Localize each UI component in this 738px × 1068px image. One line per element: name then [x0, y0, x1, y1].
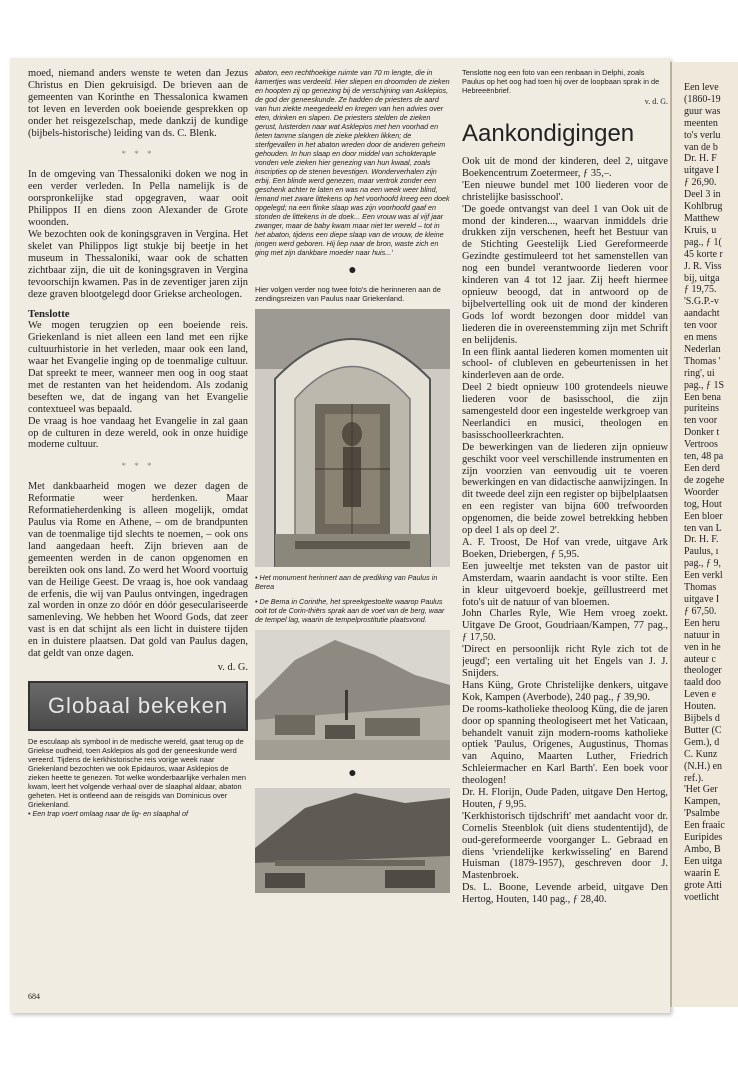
- column-3: [462, 68, 668, 1003]
- announcement-paragraph: 'De goede ontvangst van deel 1 van Ook uit de mond der kinderen..., waarvan inmiddels drie drukken zijn verschenen, heeft het Bestuur van de Stichting Geestelijk Lied Gereformeerde Gezindte gestimuleerd tot het samenstellen van nog een bundel verantwoorde liederen voor kinderen van 4 tot 12 jaar. Zij heeft hiermee opnieuw beoogd, dat in antwoord op de bijbelvertelling ook uit de mond der kinderen Gods lof wordt bezongen door middel van liederen die in overeenstemming zijn met Schrift en belijdenis.: [462, 203, 668, 346]
- right-page-line: Kampen,: [684, 796, 721, 808]
- subheading-tenslotte: Tenslotte: [28, 308, 70, 321]
- right-page-line: Dr. H. F.: [684, 534, 719, 546]
- announcement-paragraph: Hans Küng, Grote Christelijke denkers, uitgave Kok, Kampen (Averbode), 240 pag., ƒ 39,90.: [462, 679, 668, 703]
- magazine-page-right: [670, 62, 738, 1007]
- announcements-list: [462, 156, 668, 906]
- announcement-paragraph: Ds. L. Boone, Levende arbeid, uitgave Den Hertog, Houten, 140 pag., ƒ 28,40.: [462, 882, 668, 906]
- right-page-line: pag., ƒ 1(: [684, 236, 722, 248]
- paragraph: De vraag is hoe vandaag het Evangelie in zal gaan op de culturen in deze wereld, ook in onze huidige moderne cultuur.: [28, 415, 248, 451]
- column-2: [255, 68, 450, 1003]
- right-page-line: theologer: [684, 665, 722, 677]
- right-page-line: ƒ 19,75.: [684, 284, 717, 296]
- right-page-line: uitgave I: [684, 593, 720, 605]
- globaal-bekeken-banner: [28, 681, 248, 731]
- right-page-line: Deel 3 in: [684, 189, 721, 201]
- right-page-line: van de b: [684, 141, 718, 153]
- announcement-paragraph: Een juweeltje met teksten van de pastor uit Amsterdam, waarin aandacht is voor stilte. Een in kleur uitgevoerd boekje, geïllustreerd met foto's uit de natuur of van bloemen.: [462, 560, 668, 608]
- magazine-page-left: [10, 58, 670, 1013]
- section-divider: * * *: [121, 461, 155, 472]
- right-page-line: Woorder: [684, 486, 719, 498]
- author-signature: v. d. G.: [217, 661, 248, 673]
- announcement-paragraph: 'Een nieuwe bundel met 100 liederen voor de christelijke basisschool'.: [462, 179, 668, 203]
- right-page-line: 'S.G.P.-v: [684, 296, 719, 308]
- right-page-line: Een fraaic: [684, 820, 725, 832]
- right-page-line: grote Atti: [684, 879, 723, 891]
- right-page-line: Nederlan: [684, 343, 721, 355]
- right-page-line: Een derd: [684, 463, 720, 474]
- paragraph: We bezochten ook de koningsgraven in Vergina. Het skelet van Philippos ligt stukje bij beetje in het museum in Thessaloniki, waar ook de schatten zichtbaar zijn, die uit de koningsgraven in Vergina tevoorschijn kwamen. Pas in de zeventiger jaren zijn deze graven blootgelegd door Griekse archeologen.: [28, 228, 248, 300]
- right-page-line: Ambo, B: [684, 844, 721, 855]
- right-page-line: Een bloer: [684, 510, 723, 522]
- box-text: De esculaap als symbool in de medische wereld, gaat terug op de Griekse oudheid, toen Asklepios als god der geneeskunde werd vereerd. Tijdens de kerkhistorische reis vorige week naar Griekenland bezochten we ook Epidauros, waar Asklepios de zieken heette te genezen. Tot welke wonderbaarlijke verhalen men kwam, leert het volgende verhaal over de slaaphal aldaar, abaton geheten. Het is ontleend aan de reisgids van Dominicus over Griekenland.: [28, 736, 247, 809]
- bullet-separator: ●: [348, 263, 357, 278]
- right-page-line: ten, 48 pa: [684, 451, 724, 463]
- caption-berea: • Het monument herinnert aan de prediking van Paulus in Berea: [255, 573, 438, 591]
- right-page-line: Houten.: [684, 701, 716, 713]
- right-page-line: Kruis, u: [684, 224, 717, 236]
- right-page-line: taald doo: [684, 677, 721, 689]
- photo-delphi-stadium: [255, 788, 450, 893]
- author-signature: v. d. G.: [644, 97, 668, 106]
- delphi-caption: Tenslotte nog een foto van een renbaan in Delphi, zoals Paulus op het oog had toen hij over de loopbaan sprak in de Hebreeënbrief.: [462, 68, 660, 95]
- announcement-paragraph: Dr. H. Florijn, Oude Paden, uitgave Den Hertog, Houten, ƒ 9,95.: [462, 787, 668, 810]
- right-page-line: Kohlbrug: [684, 201, 723, 213]
- right-page-line: Een verkl: [684, 570, 723, 582]
- right-page-line: C. Kunz: [684, 748, 718, 760]
- right-page-line: Leven e: [684, 689, 716, 701]
- right-page-line: ring', ui: [684, 367, 715, 379]
- right-page-line: 45 korte r: [684, 248, 723, 260]
- right-page-line: tog, Hout: [684, 498, 722, 510]
- right-page-line: voetlicht: [684, 891, 719, 903]
- abaton-text: abaton, een rechthoekige ruimte van 70 m lengte, die in kamertjes was verdeeld. Hier sliepen en droomden de zieken en hoopten zij op genezing bij de verschijning van Asklepios, de god der geneeskunde. Ze hadden de priesters de aard van hun ziekte meegedeeld en kregen van hen advies over eten, drinken en slapen. De priesters stelden de zieken gerust, luisterden naar wat Asklepios met hen voorhad en lieten tamme slangen de zieke plekken likken; de sterfgevallen in het abaton wreden door de anderen geheim gehouden. In hun slaap en door middel van schokteraple vonden vele zieken hier genezing van hun kwaal, zoals inscripties op de stenen bevestigen. Wonderverhalen zijn erbij. Een blinde werd genezen, maar vertrok zonder een geschenk achter te laten en was na een week weer blind, lemand met zware littekens op het voorhoofd kreeg een doek opgelegd; na een flinke slaap was zijn voorhoofd gaaf en stonden de littekens in de doek... Een vrouw was al vijf jaar zwanger, maar de baby kwam maar niet ter wereld – tot in het abaton, tijdens een diepe slaap van de vrouw, de kleine jongen werd geboren. Hij liep naar de bron, waste zich en ging met zijn dankbare moeder naar huis...': [255, 68, 450, 257]
- right-page-line: to's verlu: [684, 129, 721, 141]
- right-page-line: de zogehe: [684, 474, 725, 486]
- announcement-paragraph: Deel 2 biedt opnieuw 100 grotendeels nieuwe liederen voor de basisschool, die zijn samengesteld door een ingestelde werkgroep van Neerlandici en musici, theologen en basisschoolleerkrachten.: [462, 382, 668, 441]
- right-page-line: auteur c: [684, 653, 716, 665]
- right-page-line: uitgave I: [684, 165, 720, 177]
- right-page-line: natuur in: [684, 629, 720, 641]
- right-page-line: aandacht: [684, 308, 720, 320]
- right-page-line: pag., ƒ 9,: [684, 558, 721, 570]
- right-page-line: Vertroos: [684, 439, 718, 451]
- bullet-separator: ●: [348, 766, 357, 781]
- photo-berea-monument: [255, 309, 450, 567]
- right-page-line: Een heru: [684, 617, 720, 629]
- right-page-line: Een leve: [684, 82, 719, 93]
- announcement-paragraph: 'Kerkhistorisch tijdschrift' met aandacht voor dr. Cornelis Steenblok (uit diens studententijd), de oud-gereformeerde voorganger L. Gebraad en diens 'vriendelijke kerkwisseling' en Barend Huisman (1879-1957), geschreven door J. Mastenbroek.: [462, 810, 668, 882]
- right-page-line: ten voor: [684, 320, 718, 332]
- right-page-line: Donker t: [684, 427, 720, 439]
- announcement-paragraph: A. F. Troost, De Hof van vrede, uitgave Ark Boeken, Driebergen, ƒ 5,95.: [462, 537, 668, 560]
- right-page-line: Paulus, ı: [684, 546, 719, 558]
- right-page-line: ten voor: [684, 415, 718, 427]
- right-page-line: ƒ 26,90.: [684, 177, 717, 189]
- page-number: 684: [28, 992, 40, 1001]
- announcement-paragraph: De rooms-katholieke theoloog Küng, die de jaren door op spanning theologiseert met het Vaticaan, behandelt vanuit zijn modern-rooms katholieke optiek 'Paulus, Origenes, Augustinus, Thomas van Aquino, Maarten Luther, Friedrich Schleiermacher en Karl Barth'. Een boek voor theologen!: [462, 703, 668, 787]
- right-page-line: 'Het Ger: [684, 784, 718, 796]
- paragraph: moed, niemand anders wenste te weten dan Jezus Christus en Dien gekruisigd. De brieven aan de gemeenten van Korinthe en Thessalonica kwamen tot leven en leverden ook boeiende gesprekken op onder het reisgezelschap, mede dankzij de kundige (bijbels-historische) leiding van ds. C. Blenk.: [28, 68, 248, 139]
- section-heading-aankondigingen: Aankondigingen: [462, 120, 635, 147]
- right-page-line: Bijbels d: [684, 713, 720, 725]
- right-page-line: guur was: [684, 105, 721, 117]
- right-page-line: J. R. Viss: [684, 260, 722, 272]
- right-page-line: Thomas ': [684, 355, 721, 367]
- box-caption: • Een trap voert omlaag naar de lig- en slaaphal of: [28, 808, 188, 818]
- right-page-line: Matthew: [684, 212, 720, 224]
- right-page-line: puriteins: [684, 403, 719, 415]
- right-page-line: pag., ƒ 1S: [684, 379, 724, 391]
- banner-title: Globaal bekeken: [47, 692, 229, 718]
- paragraph: In de omgeving van Thessaloniki doken we nog in een verder verleden. In Pella namelijk is de oorspronkelijke stad opgegraven, waar ooit Philippos II en diens zoon Alexander de Grote woonden.: [28, 169, 248, 229]
- paragraph: We mogen terugzien op een boeiende reis. Griekenland is niet alleen een land met een rijke cultuurhistorie in het verleden, maar ook een land, waar het Evangelie inging op de toenmalige cultuur. Dat spreekt te meer, wanneer men oog in oog staat met de restanten van het heidendom. Als zodanig beseften we, dat de ingang van het Evangelie contextueel was bepaald.: [28, 320, 248, 415]
- column-1: [28, 68, 248, 998]
- announcement-paragraph: Ook uit de mond der kinderen, deel 2, uitgave Boekencentrum Zoetermeer, ƒ 35,–.: [462, 156, 668, 179]
- photo-corinth-bema: [255, 630, 450, 760]
- right-page-column: [684, 82, 738, 904]
- announcement-paragraph: 'Direct en persoonlijk richt Ryle zich tot de jeugd'; een vertaling uit het Engels van J. J. Snijders.: [462, 644, 668, 679]
- right-page-line: Gem.), d: [684, 736, 720, 748]
- right-page-line: Thomas: [684, 582, 717, 594]
- right-page-line: ven in he: [684, 641, 721, 653]
- announcement-paragraph: John Charles Ryle, Wie Hem vroeg zoekt. Uitgave De Groot, Goudriaan/Kampen, 77 pag., ƒ 17,50.: [462, 608, 668, 644]
- paragraph: Met dankbaarheid mogen we dezer dagen de Reformatie weer herdenken. Maar Reformatieherdenking is alleen mogelijk, omdat Paulus via Rome en Athene, – om de brandpunten van de toenmalige tijd slechts te noemen, – ook ons land aangedaan heeft. Zijn brieven aan de gemeenten werden in de canon opgenomen en bereikten ook ons land. Zo werd het Woord voortuig van de Heilige Geest. De vraag is, hoe ook vandaag de erfenis, die wij van Paulus ontvingen, ingedragen zal worden in onze zo dóór en dóór geseculariseerde samenleving. We hebben het Woord Gods, dat zeer vast is en dat schijnt als een licht in duistere tijden en in duistere plaatsen. Dat gold van Paulus dagen, dat geldt van onze dagen.: [28, 481, 248, 660]
- right-page-line: Een bena: [684, 391, 721, 403]
- right-page-line: Euripides: [684, 832, 723, 844]
- announcement-paragraph: De bewerkingen van de liederen zijn opnieuw geschikt voor veel verschillende instrumenten en zijn voorzien van eenvoudig uit te voeren bewerkingen en van didactische aanwijzingen. In dit tweede deel zijn een register op bijbelplaatsen en een register van bijna 600 trefwoorden opgenomen, die beide zowel betrekking hebben op deel 1 als op deel 2'.: [462, 441, 668, 537]
- right-page-line: 'Psalmbe: [684, 808, 720, 820]
- right-page-line: (N.H.) en: [684, 760, 723, 772]
- right-page-line: ten van L: [684, 522, 722, 534]
- caption-bema: • De Bema in Corinthe, het spreekgestoelte waarop Paulus ooit tot de Corin-thiërs sprak aan de voet van de berg, waar de tempel lag, waarin de tempelprostitutie plaatsvond.: [255, 597, 445, 624]
- right-page-line: Butter (C: [684, 724, 722, 736]
- right-page-line: ƒ 67,50.: [684, 605, 717, 617]
- section-divider: * * *: [121, 149, 155, 160]
- announcement-paragraph: In een flink aantal liederen komen momenten uit school- of clubleven en gebeurtenissen in het kinderleven aan de orde.: [462, 346, 668, 382]
- right-page-line: ref.).: [684, 772, 704, 784]
- right-page-line: meenten: [684, 117, 718, 129]
- right-page-line: (1860-19: [684, 93, 721, 105]
- right-page-line: Een uitga: [684, 855, 723, 867]
- right-page-line: en mens: [684, 332, 718, 344]
- right-page-line: bij, uitga: [684, 272, 720, 284]
- right-page-line: Dr. H. F: [684, 153, 717, 165]
- photo-intro: Hier volgen verder nog twee foto's die herinneren aan de zendingsreizen van Paulus naar Griekenland.: [255, 285, 441, 303]
- right-page-line: waarin E: [684, 867, 720, 879]
